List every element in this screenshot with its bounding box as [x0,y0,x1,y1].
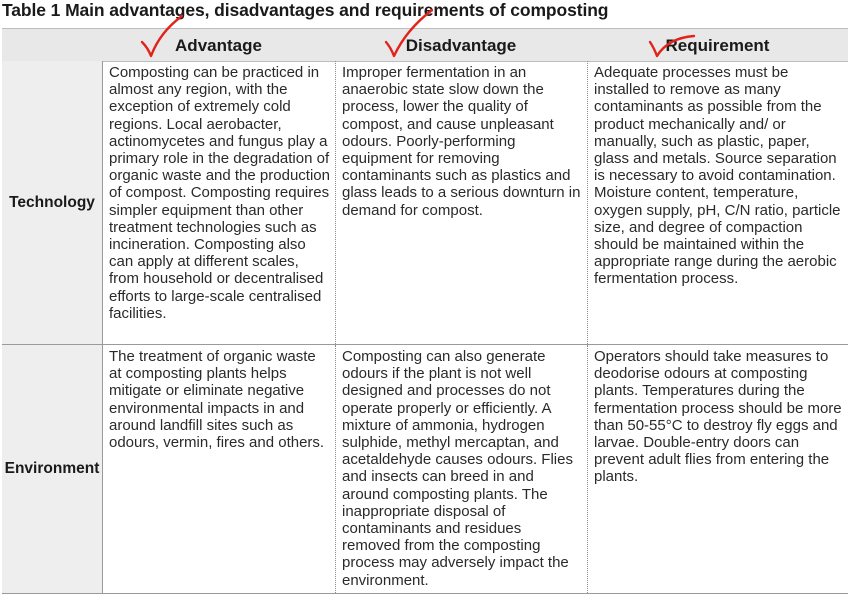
composting-table [2,28,848,600]
check-mark-advantage-icon [138,12,198,62]
table-row-technology [2,61,848,345]
check-mark-requirement-icon [644,26,700,62]
header-disadvantage: Disadvantage [405,36,517,55]
table-row-environment [2,345,848,594]
row-label-environment: Environment [2,345,102,593]
check-mark-disadvantage-icon [380,6,440,62]
technology-disadvantage-cell: Improper fermentation in an anaerobic state slow down the process, lower the quality of compost, and cause unpleasant odours. Poorly-performing equipment for removing contaminants such as plastics and glass leads to a serious downturn in demand for compost. [342,64,581,219]
environment-advantage-cell: The treatment of organic waste at composting plants helps mitigate or eliminate negative environmental impacts in and around landfill sites such as odours, vermin, fires and others. [109,348,325,452]
technology-advantage-cell: Composting can be practiced in almost any region, with the exception of extremely cold regions. Local aerobacter, actinomycetes and fungus play a primary role in the degradation of organic waste and the production of compost. Composting requires simpler equipment than other treatment technologies such as incineration. Composting also can apply at different scales, from household or decentralised efforts to large-scale centralised facilities. [109,64,330,322]
row-label-technology: Technology [2,61,102,344]
header-advantage: Advantage [175,36,262,55]
technology-requirement-cell: Adequate processes must be installed to remove as many contaminants as possible from the product mechanically and/ or manually, such as plastic, paper, glass and metals. Source separation is necessary to avoid contamination. Moisture content, temperature, oxygen supply, pH, C/N ratio, particle size, and degree of compaction should be maintained within the appropriate range during the aerobic fermentation process. [594,64,841,288]
header-requirement: Requirement [665,36,770,55]
environment-disadvantage-cell: Composting can also generate odours if the plant is not well designed and processes do not operate properly or efficiently. A mixture of ammonia, hydrogen sulphide, methyl mercaptan, and acetaldehyde causes odours. Flies and insects can breed in and around composting plants. The inappropriate disposal of contaminants and residues removed from the composting process may adversely impact the environment. [342,348,573,589]
environment-requirement-cell: Operators should take measures to deodorise odours at composting plants. Temperatures during the fermentation process should be more than 50-55°C to destroy fly eggs and larvae. Double-entry doors can prevent adult flies from entering the plants. [594,348,842,486]
table-caption: Table 1 Main advantages, disadvantages and requirements of composting [2,0,609,20]
